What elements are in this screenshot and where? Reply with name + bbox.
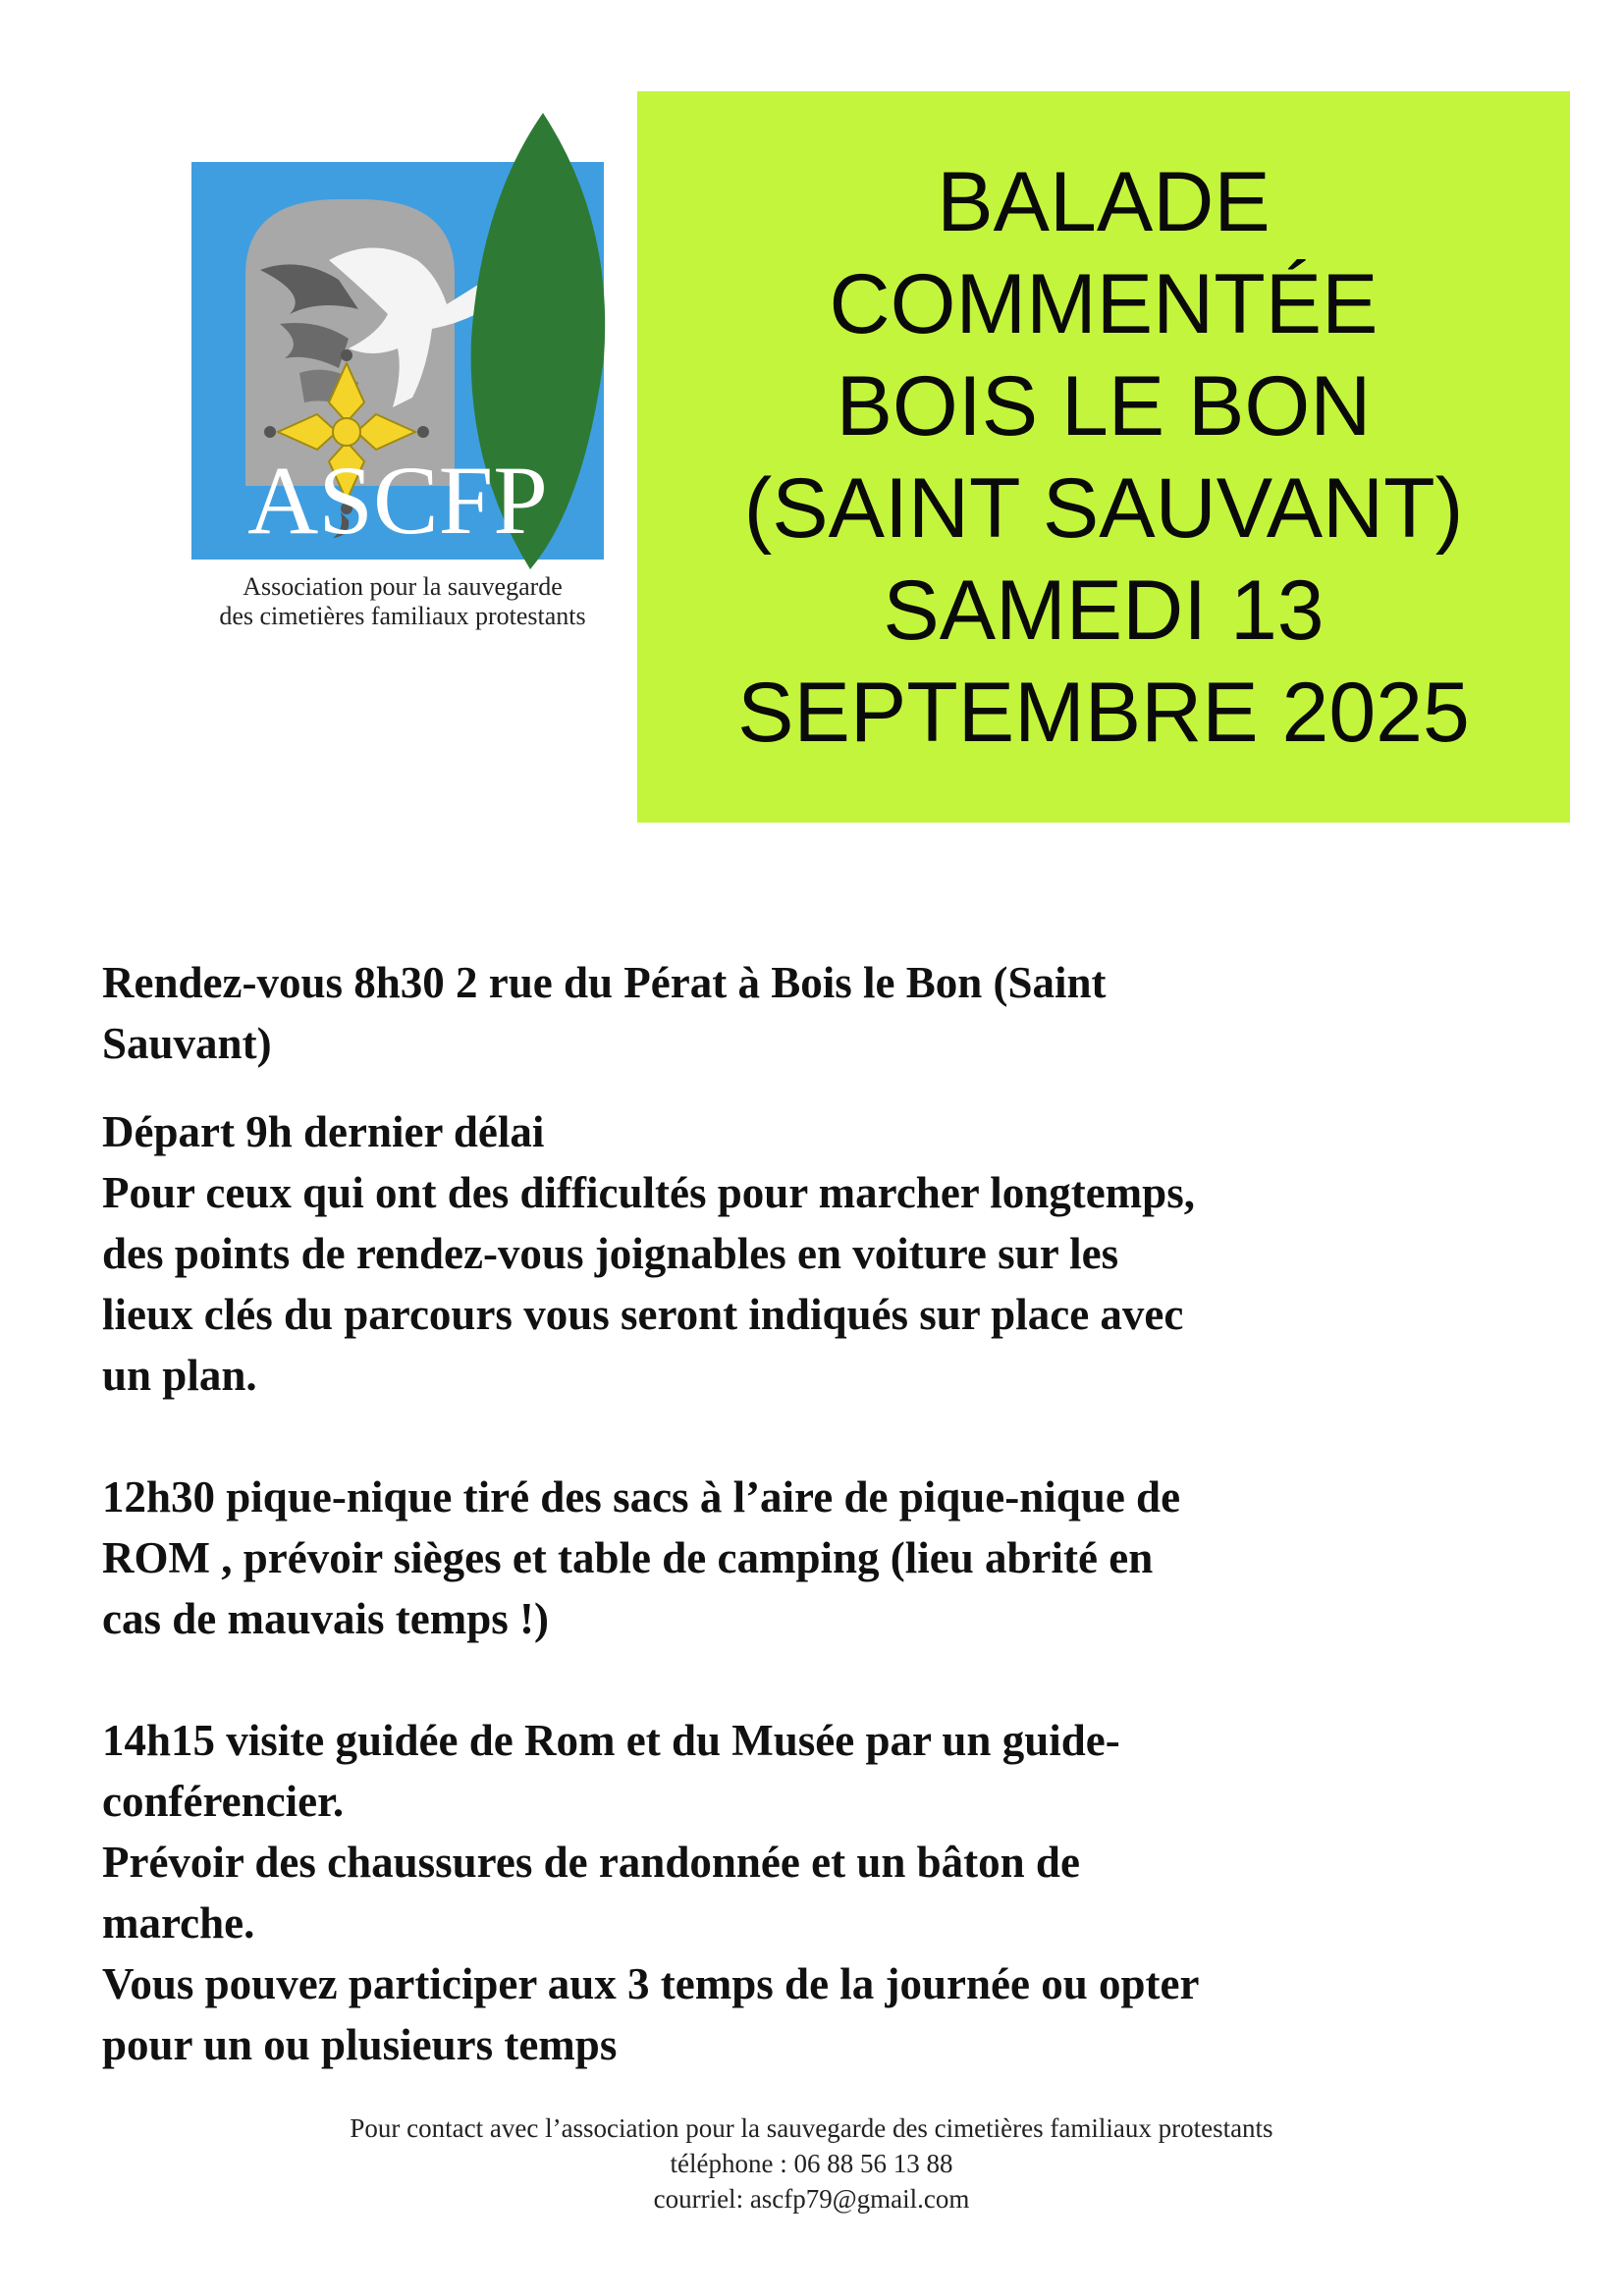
options-text: pour un ou plusieurs temps bbox=[102, 2020, 618, 2069]
visit-text: 14h15 visite guidée de Rom et du Musée par un guide- bbox=[102, 1716, 1120, 1765]
difficulty-text: des points de rendez-vous joignables en voiture sur les bbox=[102, 1229, 1119, 1278]
options-text: Vous pouvez participer aux 3 temps de la journée ou opter bbox=[102, 1959, 1200, 2008]
rendezvous-text: Sauvant) bbox=[102, 1019, 272, 1068]
logo-acronym: ASCFP bbox=[247, 446, 548, 555]
title-line: COMMENTÉE bbox=[829, 256, 1379, 351]
picnic-text: ROM , prévoir sièges et table de camping (lieu abrité en bbox=[102, 1533, 1154, 1582]
ascfp-logo bbox=[191, 113, 614, 672]
event-details bbox=[102, 952, 1536, 2075]
event-title-box bbox=[637, 91, 1570, 823]
shoes-text: Prévoir des chaussures de randonnée et un bâton de bbox=[102, 1838, 1080, 1887]
logo-caption-line2: des cimetières familiaux protestants bbox=[219, 602, 586, 630]
picnic-text: 12h30 pique-nique tiré des sacs à l’aire de pique-nique de bbox=[102, 1472, 1181, 1522]
shoes-text: marche. bbox=[102, 1898, 255, 1948]
picnic-text: cas de mauvais temps !) bbox=[102, 1594, 549, 1643]
title-line: BOIS LE BON bbox=[836, 358, 1372, 454]
difficulty-text: lieux clés du parcours vous seront indiqués sur place avec bbox=[102, 1290, 1184, 1339]
title-line: SAMEDI 13 bbox=[883, 562, 1325, 658]
difficulty-text: un plan. bbox=[102, 1351, 257, 1400]
title-line: BALADE bbox=[937, 154, 1271, 249]
title-line: (SAINT SAUVANT) bbox=[743, 460, 1464, 556]
contact-text: Pour contact avec l’association pour la sauvegarde des cimetières familiaux protestants bbox=[350, 2113, 1273, 2143]
phone-text: téléphone : 06 88 56 13 88 bbox=[670, 2149, 953, 2178]
departure-text: Départ 9h dernier délai bbox=[102, 1107, 545, 1156]
visit-text: conférencier. bbox=[102, 1777, 345, 1826]
email-text: courriel: ascfp79@gmail.com bbox=[653, 2184, 970, 2214]
difficulty-text: Pour ceux qui ont des difficultés pour marcher longtemps, bbox=[102, 1168, 1195, 1217]
contact-footer bbox=[0, 2110, 1623, 2216]
rendezvous-text: Rendez-vous 8h30 2 rue du Pérat à Bois le Bon (Saint bbox=[102, 958, 1107, 1007]
logo-caption-line1: Association pour la sauvegarde bbox=[243, 572, 563, 601]
title-line: SEPTEMBRE 2025 bbox=[737, 665, 1470, 760]
